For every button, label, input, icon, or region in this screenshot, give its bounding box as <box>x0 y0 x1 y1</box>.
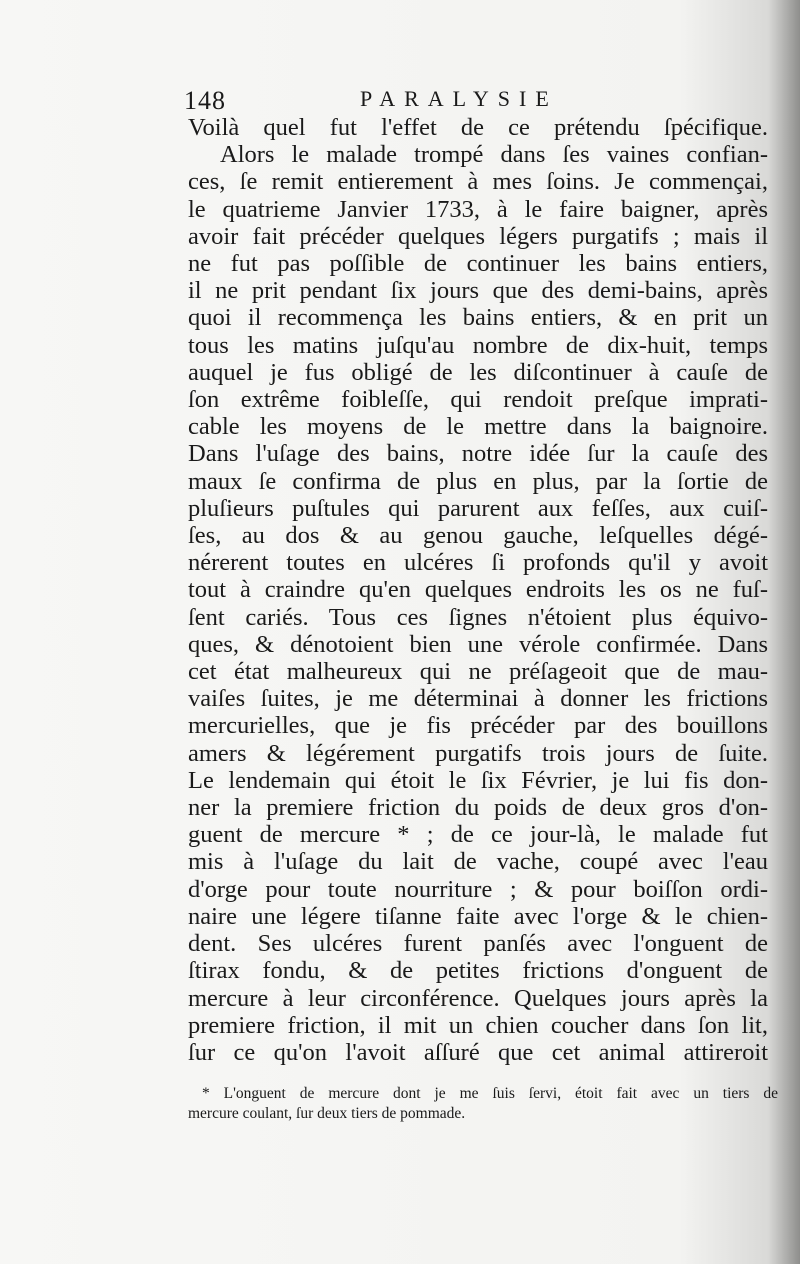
footnote <box>188 1084 778 1124</box>
text-line: guent de mercure * ; de ce jour-là, le malade fut <box>188 821 768 849</box>
text-line: Alors le malade trompé dans ſes vaines confian- <box>220 141 768 169</box>
text-line: ſent cariés. Tous ces ſignes n'étoient plus équivo- <box>188 603 768 631</box>
text-line: pluſieurs puſtules qui parurent aux feſſes, aux cuiſ- <box>188 494 768 522</box>
text-line: ſon extrême foibleſſe, qui rendoit preſque imprati- <box>188 386 768 414</box>
text-line: ne fut pas poſſible de continuer les bains entiers, <box>188 250 768 278</box>
text-line: tous les matins juſqu'au nombre de dix-huit, temps <box>188 331 768 359</box>
text-line: le quatrieme Janvier 1733, à le faire baigner, après <box>188 195 768 223</box>
text-line: nérerent toutes en ulcéres ſi profonds qu'il y avoit <box>188 549 768 577</box>
text-line: ques, & dénotoient bien une vérole confirmée. Dans <box>188 630 768 658</box>
page-number: 148 <box>184 86 226 115</box>
text-line: mercure à leur circonférence. Quelques jours après la <box>188 984 768 1012</box>
text-line: ces, ſe remit entierement à mes ſoins. Je commençai, <box>188 168 768 196</box>
text-line: Voilà quel fut l'effet de ce prétendu ſpécifique. <box>188 114 768 141</box>
text-line: ner la premiere friction du poids de deux gros d'on- <box>188 794 768 822</box>
text-line: d'orge pour toute nourriture ; & pour boiſſon ordi- <box>188 875 768 903</box>
text-line: amers & légérement purgatifs trois jours de ſuite. <box>188 739 768 767</box>
text-line: naire une légere tiſanne faite avec l'orge & le chien- <box>188 902 768 930</box>
running-title: PARALYSIE <box>360 86 558 111</box>
text-line: vaiſes ſuites, je me déterminai à donner les frictions <box>188 685 768 713</box>
text-line: maux ſe confirma de plus en plus, par la ſortie de <box>188 467 768 495</box>
footnote-line: * L'onguent de mercure dont je me ſuis ſervi, étoit fait avec un tiers de <box>202 1085 778 1102</box>
body-text <box>188 114 768 1066</box>
text-line: il ne prit pendant ſix jours que des demi-bains, après <box>188 277 768 305</box>
text-line: mis à l'uſage du lait de vache, coupé avec l'eau <box>188 848 768 876</box>
text-line: mercurielles, que je fis précéder par des bouillons <box>188 712 768 740</box>
text-line: quoi il recommença les bains entiers, & en prit un <box>188 304 768 332</box>
text-line: ſtirax fondu, & de petites frictions d'onguent de <box>188 957 768 985</box>
text-line: premiere friction, il mit un chien coucher dans ſon lit, <box>188 1011 768 1039</box>
footnote-line: mercure coulant, ſur deux tiers de pommade. <box>188 1105 466 1122</box>
text-line: Dans l'uſage des bains, notre idée ſur la cauſe des <box>188 440 768 468</box>
text-line: Le lendemain qui étoit le ſix Février, je lui fis don- <box>188 766 768 794</box>
text-line: tout à craindre qu'en quelques endroits les os ne fuſ- <box>188 576 768 604</box>
text-line: cable les moyens de le mettre dans la baignoire. <box>188 413 768 441</box>
text-line: dent. Ses ulcéres furent panſés avec l'onguent de <box>188 930 768 958</box>
text-line: ſur ce qu'on l'avoit aſſuré que cet animal attireroit <box>188 1038 768 1066</box>
text-line: cet état malheureux qui ne préſageoit que de mau- <box>188 658 768 686</box>
text-line: ſes, au dos & au genou gauche, leſquelles dégé- <box>188 522 768 550</box>
text-line: auquel je fus obligé de les diſcontinuer à cauſe de <box>188 358 768 386</box>
text-line: avoir fait précéder quelques légers purgatifs ; mais il <box>188 222 768 250</box>
